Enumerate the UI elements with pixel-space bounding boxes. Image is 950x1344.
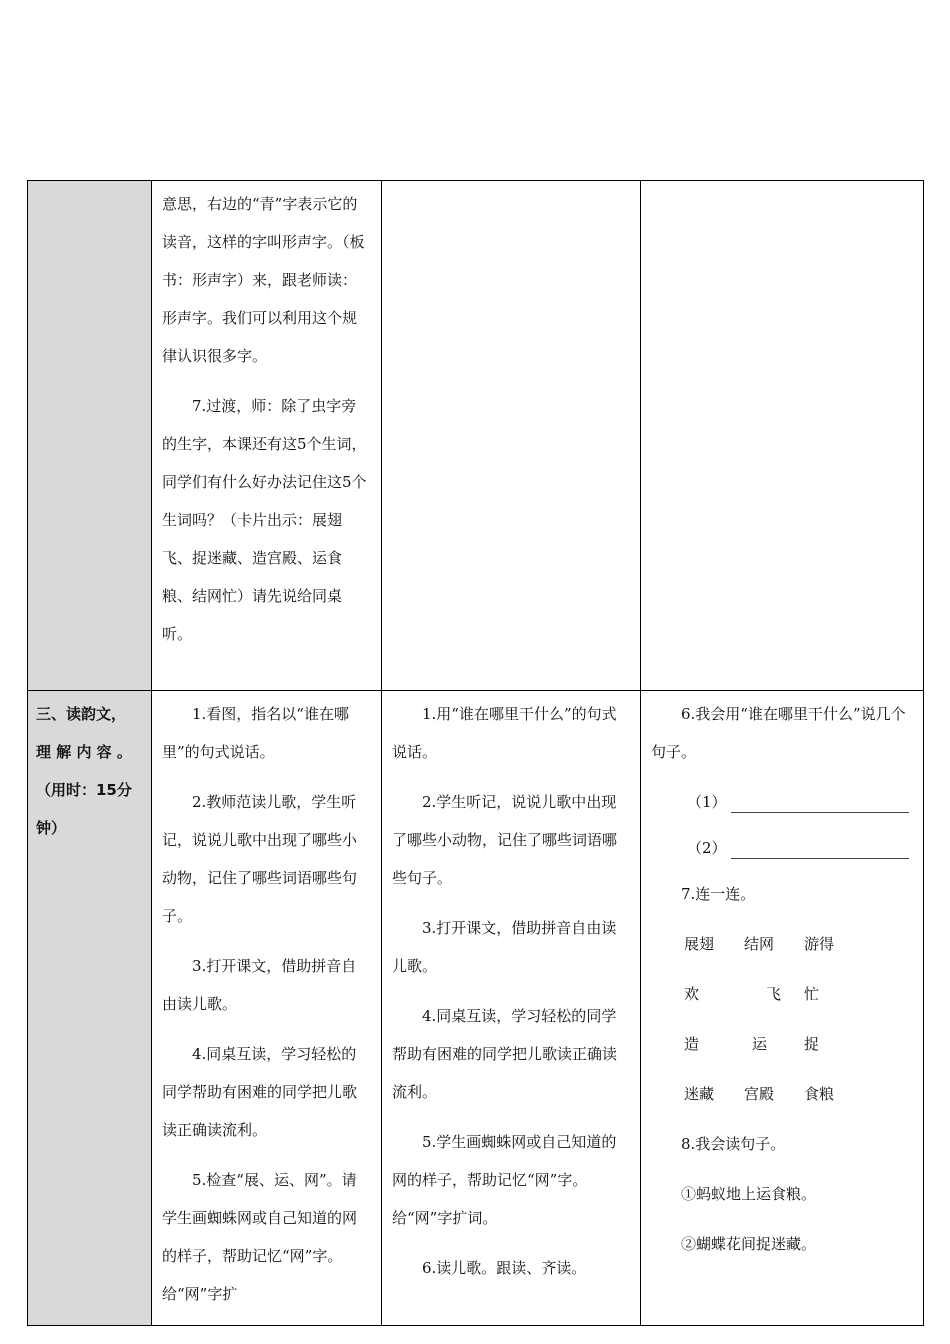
matching-word: 忙 [804,985,820,1003]
teacher-paragraph: 1.看图，指名以“谁在哪里”的句式说话。 [162,705,349,761]
step-title-line: 三、读韵文， [36,705,127,723]
teacher-activity-cell [152,181,382,691]
matching-word: 食粮 [804,1085,835,1103]
teacher-paragraph: 7.过渡，师：除了虫字旁的生字，本课还有这5个生词，同学们有什么好办法记住这5个生词吗？（卡片出示：展翅飞、捉迷藏、造宫殿、运食粮、结网忙）请先说给同桌听。 [162,397,367,643]
exercise-cell [641,181,924,691]
teacher-paragraph: 4.同桌互读，学习轻松的同学帮助有困难的同学把儿歌读正确读流利。 [162,1045,358,1139]
student-activity-cell [382,181,641,691]
teacher-paragraph: 2.教师范读儿歌，学生听记，说说儿歌中出现了哪些小动物，记住了哪些词语哪些句子。 [162,793,358,925]
student-paragraph: 1.用“谁在哪里干什么”的句式说话。 [392,705,617,761]
student-paragraph: 6.读儿歌。跟读、齐读。 [422,1259,587,1277]
matching-word: 迷藏 [684,1085,715,1103]
step-title-line: 理 解 内 容 。 [36,743,132,761]
matching-word: 运 [752,1035,768,1053]
matching-word: 结网 [744,935,775,953]
matching-word: 游得 [804,935,835,953]
step-title-line: 钟） [36,819,67,837]
student-paragraph: 5.学生画蜘蛛网或自己知道的网的样子，帮助记忆“网”字。给“网”字扩词。 [392,1133,617,1227]
table-row [28,181,924,691]
exercise-cell [641,691,924,1326]
matching-word: 捉 [804,1035,820,1053]
step-cell [28,181,152,691]
blank-label: （2） [687,839,727,857]
step-cell [28,691,152,1326]
student-paragraph: 2.学生听记，说说儿歌中出现了哪些小动物，记住了哪些词语哪些句子。 [392,793,618,887]
teacher-paragraph: 意思，右边的“青”字表示它的读音，这样的字叫形声字。（板书：形声字）来，跟老师读：形声字。我们可以利用这个规律认识很多字。 [162,195,365,365]
answer-line[interactable] [731,840,909,859]
student-paragraph: 3.打开课文，借助拼音自由读儿歌。 [392,919,617,975]
matching-word: 展翅 [684,935,715,953]
step-title-line: （用时：15分 [36,781,132,799]
teacher-paragraph: 3.打开课文，借助拼音自由读儿歌。 [162,957,357,1013]
blank-label: （1） [687,793,727,811]
student-paragraph: 4.同桌互读，学习轻松的同学帮助有困难的同学把儿歌读正确读流利。 [392,1007,618,1101]
lesson-plan-table [27,180,924,1326]
matching-word: 飞 [766,985,782,1003]
matching-row [651,1075,913,1113]
matching-row [651,1025,913,1063]
teacher-activity-cell [152,691,382,1326]
matching-word: 宫殿 [744,1085,775,1103]
reading-sentence-1: ①蚂蚁地上运食粮。 [681,1185,817,1203]
answer-blank-2 [651,829,913,867]
exercise-question-7: 7.连一连。 [681,885,756,903]
matching-row [651,975,913,1013]
reading-sentence-2: ②蝴蝶花间捉迷藏。 [681,1235,817,1253]
table-row [28,691,924,1326]
answer-line[interactable] [731,794,909,813]
matching-row [651,925,913,963]
matching-word: 造 [684,1035,700,1053]
teacher-paragraph: 5.检查“展、运、网”。请学生画蜘蛛网或自己知道的网的样子，帮助记忆“网”字。给“网”字扩 [162,1171,358,1303]
student-activity-cell [382,691,641,1326]
exercise-question-6: 6.我会用“谁在哪里干什么”说几个句子。 [651,705,906,761]
answer-blank-1 [651,783,913,821]
exercise-question-8: 8.我会读句子。 [681,1135,786,1153]
matching-word: 欢 [684,985,700,1003]
